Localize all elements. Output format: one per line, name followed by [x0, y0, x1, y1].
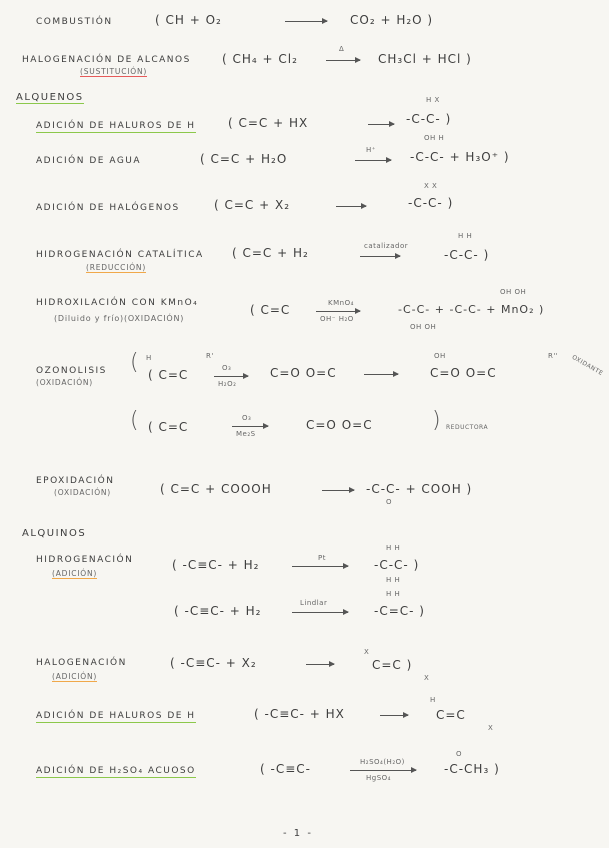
substituent-x: X — [424, 674, 430, 682]
adicion-haluros-products: -C-C- ) — [406, 112, 452, 126]
substituents-top: OH H — [424, 134, 445, 142]
hidrogenacion-alq-reactants-1: ( -C≡C- + H₂ — [172, 558, 260, 572]
substituent-h: H — [146, 354, 152, 362]
bracket-open: ( — [130, 408, 140, 433]
substituent-r: R' — [206, 352, 214, 360]
bracket-close: ) — [432, 408, 442, 433]
epoxidacion-reactants: ( C=C + COOOH — [160, 482, 272, 496]
reaction-arrow — [285, 21, 327, 22]
carbonyl-oxygen: O — [456, 750, 463, 758]
reaction-arrow — [350, 770, 416, 771]
halogenacion-alq-label: HALOGENACIÓN — [36, 658, 127, 668]
substituent-x: X — [364, 648, 370, 656]
reductora-tag: REDUCTORA — [446, 424, 489, 431]
substituent-h: H — [430, 696, 436, 704]
substituents-top: H X — [426, 96, 440, 104]
adicion-halogenos-reactants: ( C=C + X₂ — [214, 198, 291, 212]
reaction-arrow — [292, 612, 348, 613]
substituents-top: X X — [424, 182, 438, 190]
adicion-haluros-reactants: ( C=C + HX — [228, 116, 309, 130]
reagent-above: O₃ — [222, 364, 232, 372]
halogenacion-label: HALOGENACIÓN DE ALCANOS — [22, 55, 191, 65]
reagent-below: H₂O₂ — [218, 380, 237, 388]
adicion-haluros-alq-label — [36, 711, 196, 721]
hidrogenacion-alq-reactants-2: ( -C≡C- + H₂ — [174, 604, 262, 618]
reaction-arrow — [380, 715, 408, 716]
adicion-agua-products: -C-C- + H₃O⁺ ) — [410, 150, 510, 164]
adicion-haluros-label — [36, 121, 196, 131]
reaction-arrow — [306, 664, 334, 665]
hidrogenacion-alq-products-1: -C-C- ) — [374, 558, 420, 572]
adicion-word: ADICIÓN DE HALUROS DE H — [36, 121, 196, 131]
adicion-haluros-alq-reactants: ( -C≡C- + HX — [254, 707, 345, 721]
reaction-arrow — [322, 490, 354, 491]
reagent-above: KMnO₄ — [328, 299, 354, 307]
adicion-h2so4-reactants: ( -C≡C- — [260, 762, 311, 776]
hidrogenacion-alq-label: HIDROGENACIÓN — [36, 555, 134, 565]
substituent-x: X — [488, 724, 494, 732]
reagent-below: HgSO₄ — [366, 774, 391, 782]
halogenacion-alq-sub: (ADICIÓN) — [52, 672, 98, 681]
catalyst-label: catalizador — [364, 242, 409, 250]
hidroxilacion-reactants: ( C=C — [250, 303, 291, 317]
ozonolisis-sub: (OXIDACIÓN) — [36, 378, 94, 387]
hidrogenacion-reactants: ( C=C + H₂ — [232, 246, 309, 260]
epoxide-oxygen: O — [386, 498, 393, 506]
substituent-oh: OH — [434, 352, 446, 360]
adicion-halogenos-products: -C-C- ) — [408, 196, 454, 210]
combustion-label: COMBUSTIÓN — [36, 17, 113, 27]
reaction-arrow — [326, 60, 360, 61]
adicion-agua-label: ADICIÓN DE AGUA — [36, 156, 142, 166]
ozonolisis-reactant-2: ( C=C — [148, 420, 189, 434]
halogenacion-sub: (SUSTITUCIÓN) — [80, 67, 148, 76]
hidrogenacion-products: -C-C- ) — [444, 248, 490, 262]
substituents-top: H H — [386, 590, 401, 598]
ozonolisis-product-1b: C=O O=C — [430, 366, 497, 380]
adicion-h2so4-products: -C-CH₃ ) — [444, 762, 500, 776]
reaction-arrow — [292, 566, 348, 567]
substituents-top: H H — [386, 544, 401, 552]
adicion-word: ADICIÓN DE HALUROS DE H — [36, 711, 196, 721]
ozonolisis-product-2: C=O O=C — [306, 418, 373, 432]
substituents-top: OH OH — [500, 288, 527, 296]
reaction-arrow — [360, 256, 400, 257]
catalyst-pt: Pt — [318, 554, 326, 562]
ozonolisis-label: OZONOLISIS — [36, 366, 107, 376]
reagent-below: Me₂S — [236, 430, 256, 438]
substituent-r2: R'' — [548, 352, 559, 360]
adicion-h2so4-label — [36, 766, 196, 776]
halogenacion-reactants: ( CH₄ + Cl₂ — [222, 52, 298, 66]
oxidante-tag: OXIDANTE — [570, 353, 605, 378]
page-number: - 1 - — [283, 828, 313, 839]
hidrogenacion-sub: (REDUCCIÓN) — [86, 263, 147, 272]
halogenacion-alq-products: C=C ) — [372, 658, 413, 672]
reaction-arrow — [355, 160, 391, 161]
epoxidacion-products: -C-C- + COOH ) — [366, 482, 473, 496]
acid-catalyst: H⁺ — [366, 146, 376, 154]
heat-symbol: Δ — [339, 45, 345, 53]
reaction-arrow — [364, 374, 398, 375]
substituents-bottom: OH OH — [410, 323, 437, 331]
hidrogenacion-label: HIDROGENACIÓN CATALÍTICA — [36, 250, 204, 260]
epoxidacion-sub: (OXIDACIÓN) — [54, 488, 112, 497]
reaction-arrow — [336, 206, 366, 207]
reagent-above: O₃ — [242, 414, 252, 422]
hidrogenacion-alq-sub: (ADICIÓN) — [52, 569, 98, 578]
halogenacion-alq-reactants: ( -C≡C- + X₂ — [170, 656, 257, 670]
adicion-word: ADICIÓN DE H₂SO₄ ACUOSO — [36, 766, 196, 776]
ozonolisis-product-1: C=O O=C — [270, 366, 337, 380]
catalyst-lindlar: Lindlar — [300, 599, 328, 607]
bracket-open: ( — [130, 350, 140, 375]
alquinos-header: ALQUINOS — [22, 528, 87, 539]
reaction-arrow — [232, 426, 268, 427]
combustion-products: CO₂ + H₂O ) — [350, 13, 434, 27]
halogenacion-products: CH₃Cl + HCl ) — [378, 52, 472, 66]
substituents-bottom: H H — [386, 576, 401, 584]
reagent-below: OH⁻ H₂O — [320, 315, 354, 323]
adicion-haluros-alq-products: C=C — [436, 708, 466, 722]
reagent-above: H₂SO₄(H₂O) — [360, 758, 405, 766]
substituents-top: H H — [458, 232, 473, 240]
adicion-halogenos-label: ADICIÓN DE HALÓGENOS — [36, 203, 180, 213]
epoxidacion-label: EPOXIDACIÓN — [36, 476, 115, 486]
combustion-reactants: ( CH + O₂ — [155, 13, 222, 27]
adicion-agua-reactants: ( C=C + H₂O — [200, 152, 288, 166]
alquenos-header: ALQUENOS — [16, 92, 84, 103]
hidrogenacion-alq-products-2: -C=C- ) — [374, 604, 425, 618]
reaction-arrow — [368, 124, 394, 125]
hidroxilacion-products: -C-C- + -C-C- + MnO₂ ) — [398, 303, 545, 316]
hidroxilacion-sub: (Diluido y frío)(OXIDACIÓN) — [54, 314, 185, 323]
reaction-arrow — [214, 376, 248, 377]
hidroxilacion-label: HIDROXILACIÓN CON KMnO₄ — [36, 298, 199, 308]
ozonolisis-reactant-1: ( C=C — [148, 368, 189, 382]
reaction-arrow — [316, 311, 360, 312]
